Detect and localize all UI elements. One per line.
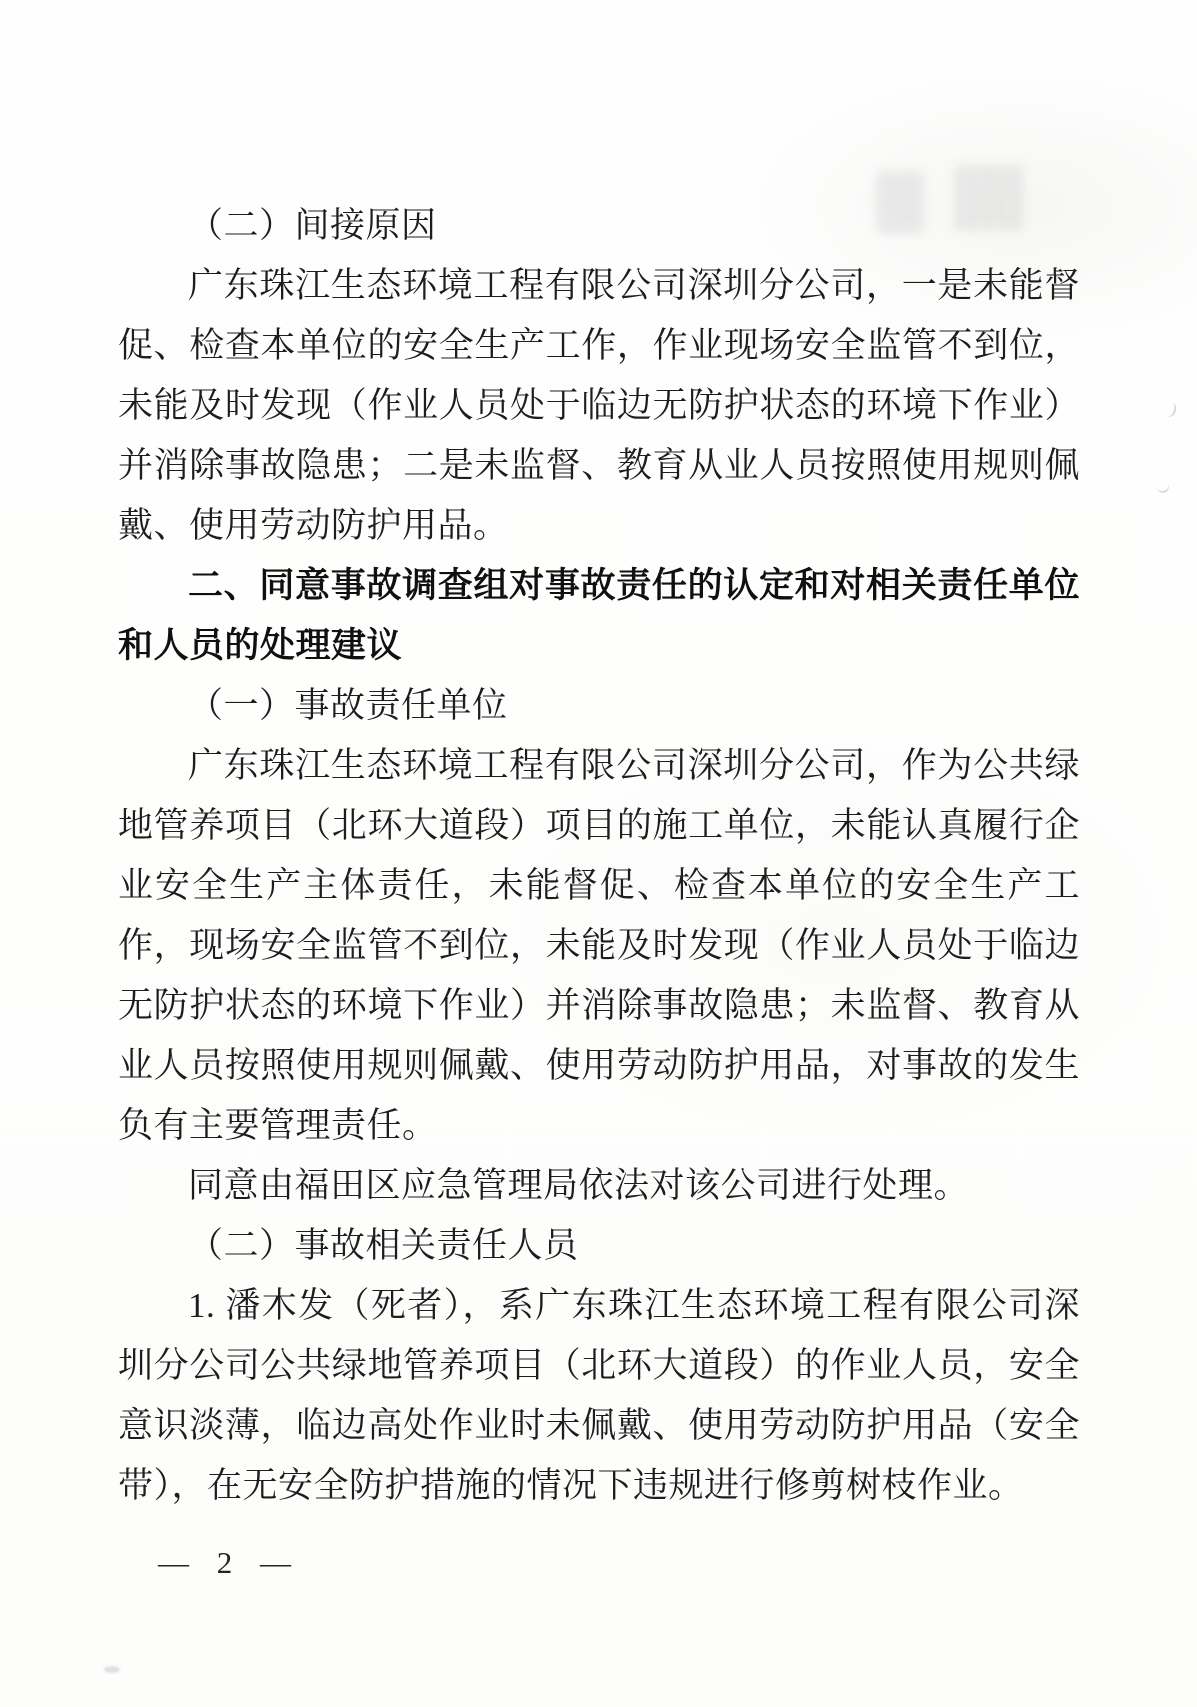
heading-section-two-responsibility: 二、同意事故调查组对事故责任的认定和对相关责任单位和人员的处理建议 — [118, 566, 1080, 665]
subheading-indirect-cause: （二）间接原因 — [188, 206, 437, 245]
paragraph-indirect-cause-body: 广东珠江生态环境工程有限公司深圳分公司，一是未能督促、检查本单位的安全生产工作，作业现场安全监管不到位，未能及时发现（作业人员处于临边无防护状态的环境下作业）并消除事故隐患；二是未监督、教育从业人员按照使用规则佩戴、使用劳动防护用品。 — [118, 266, 1080, 545]
paragraph-person-1-pan-mufa: 1. 潘木发（死者），系广东珠江生态环境工程有限公司深圳分公司公共绿地管养项目（北环大道段）的作业人员，安全意识淡薄，临边高处作业时未佩戴、使用劳动防护用品（安全带），在无安全防护措施的情况下违规进行修剪树枝作业。 — [118, 1286, 1080, 1505]
document-body — [118, 196, 1080, 1516]
paragraph-handling-by-emergency-bureau: 同意由福田区应急管理局依法对该公司进行处理。 — [188, 1166, 970, 1205]
paragraph-responsible-unit-body: 广东珠江生态环境工程有限公司深圳分公司，作为公共绿地管养项目（北环大道段）项目的施工单位，未能认真履行企业安全生产主体责任，未能督促、检查本单位的安全生产工作，现场安全监管不到位，未能及时发现（作业人员处于临边无防护状态的环境下作业）并消除事故隐患；未监督、教育从业人员按照使用规则佩戴、使用劳动防护用品，对事故的发生负有主要管理责任。 — [118, 746, 1080, 1145]
page-number: — 2 — — [158, 1545, 293, 1580]
scan-speck — [1162, 401, 1178, 419]
subheading-responsible-unit: （一）事故责任单位 — [188, 686, 508, 725]
subheading-responsible-persons: （二）事故相关责任人员 — [188, 1226, 579, 1265]
scan-speck — [104, 1666, 120, 1673]
scan-speck — [1154, 475, 1171, 495]
